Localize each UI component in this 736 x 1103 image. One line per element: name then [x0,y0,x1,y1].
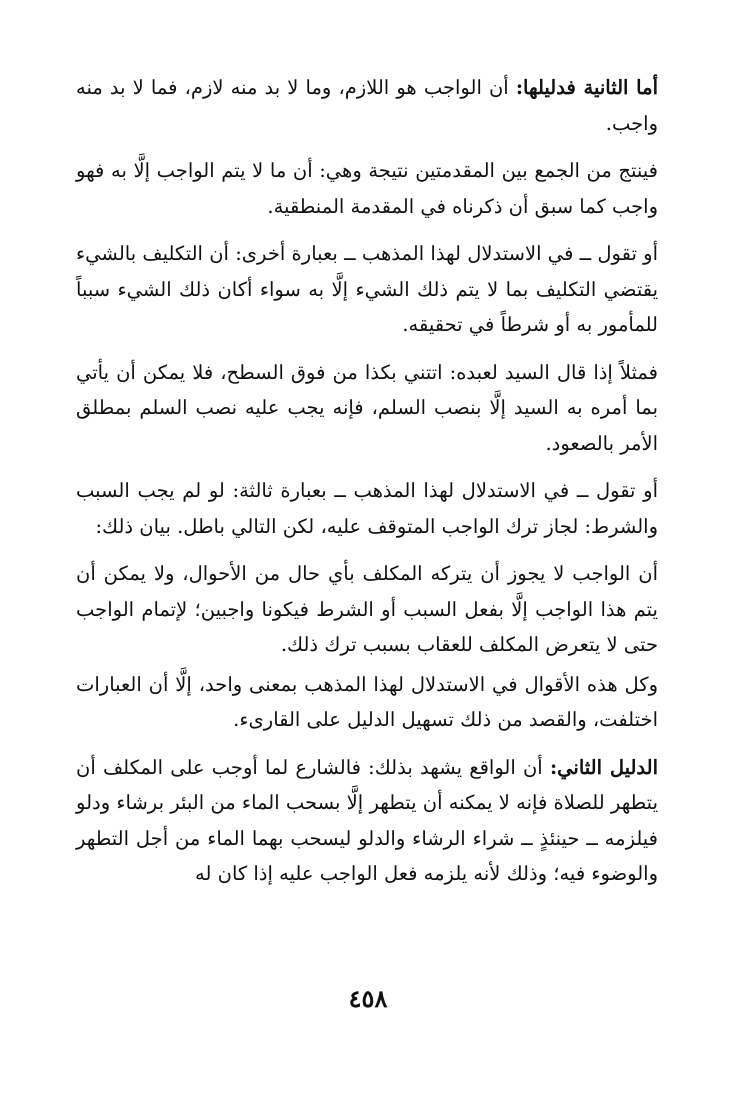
paragraph-1-text: أن الواجب هو اللازم، وما لا بد منه لازم، فما لا بد منه واجب. [76,76,658,135]
paragraph-5 [76,473,658,544]
paragraph-7 [76,667,658,738]
paragraph-6 [76,556,658,663]
paragraph-1 [76,70,658,141]
paragraph-4 [76,355,658,462]
paragraph-4-text: فمثلاً إذا قال السيد لعبده: اتتني بكذا من فوق السطح، فلا يمكن أن يأتي بما أمره به السيد إلَّا بنصب السلم، فإنه يجب عليه نصب السلم بمطلق الأمر بالصعود. [76,360,658,455]
paragraph-5-text: أو تقول ــ في الاستدلال لهذا المذهب ــ بعبارة ثالثة: لو لم يجب السبب والشرط: لجاز ترك الواجب المتوقف عليه، لكن التالي باطل. بيان ذلك: [76,479,658,538]
page-body [76,70,658,892]
paragraph-8-text: أن الواقع يشهد بذلك: فالشارع لما أوجب على المكلف أن يتطهر للصلاة فإنه لا يمكنه أن يتطهر إلَّا بسحب الماء من البئر برشاء ودلو فيلزمه ــ حينئذٍ ــ شراء الرشاء والدلو ليسحب بهما الماء من أجل التطهر والوضوء فيه؛ وذلك لأنه يلزمه فعل الواجب عليه إذا كان له [76,755,658,885]
paragraph-2 [76,153,658,224]
paragraph-3 [76,236,658,343]
paragraph-7-text: وكل هذه الأقوال في الاستدلال لهذا المذهب بمعنى واحد، إلَّا أن العبارات اختلفت، والقصد من ذلك تسهيل الدليل على القارىء. [76,672,658,731]
paragraph-8 [76,750,658,892]
paragraph-1-lead: أما الثانية فدليلها: [515,76,658,99]
paragraph-2-text: فينتج من الجمع بين المقدمتين نتيجة وهي: أن ما لا يتم الواجب إلَّا به فهو واجب كما سبق أن ذكرناه في المقدمة المنطقية. [76,159,658,218]
paragraph-3-text: أو تقول ــ في الاستدلال لهذا المذهب ــ بعبارة أخرى: أن التكليف بالشيء يقتضي التكليف بما لا يتم ذلك الشيء إلَّا به سواء أكان ذلك الشيء سبباً للمأمور به أو شرطاً في تحقيقه. [76,242,658,336]
page-number: ٤٥٨ [348,984,388,1013]
paragraph-8-lead: الدليل الثاني: [549,755,659,779]
paragraph-6-text: أن الواجب لا يجوز أن يتركه المكلف بأي حال من الأحوال، ولا يمكن أن يتم هذا الواجب إلَّا بفعل السبب أو الشرط فيكونا واجبين؛ لإتمام الواجب حتى لا يتعرض المكلف للعقاب بسبب ترك ذلك. [76,562,658,656]
